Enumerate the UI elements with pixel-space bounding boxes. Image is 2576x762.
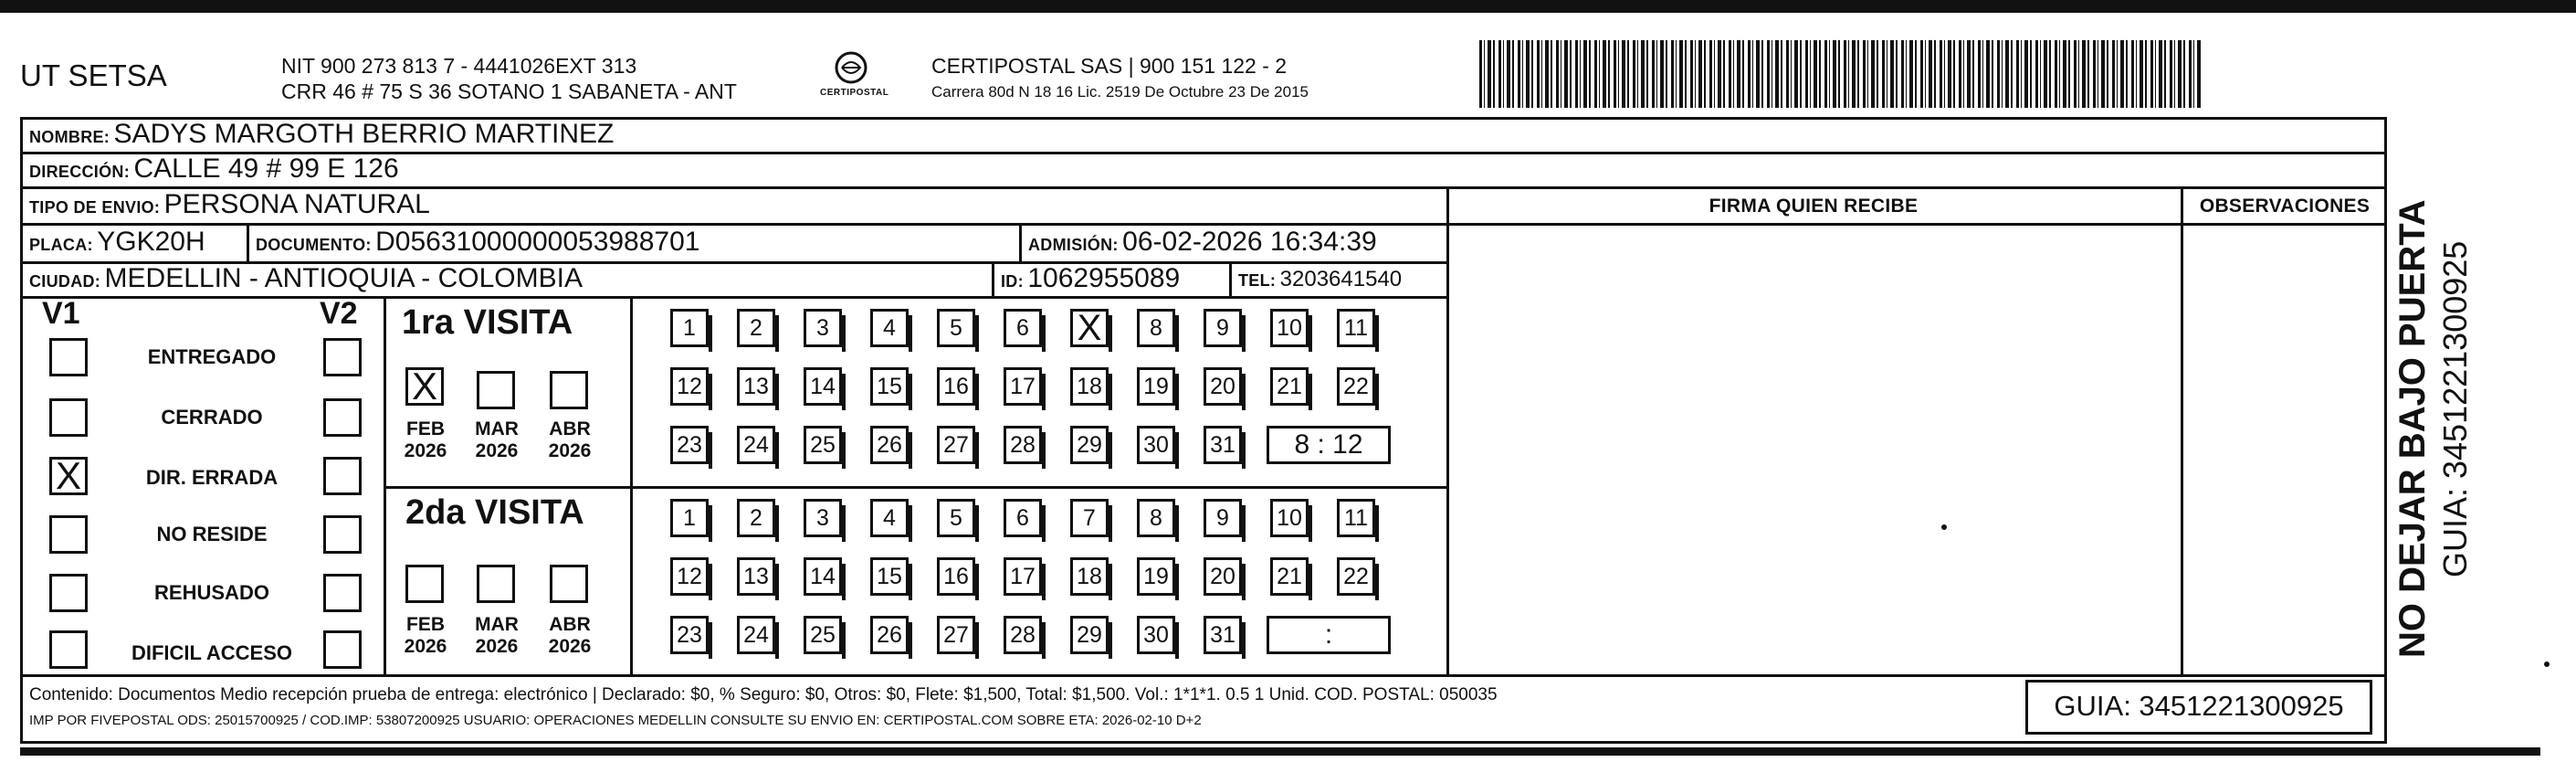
status-divider <box>384 296 386 674</box>
documento-value: D05631000000053988701 <box>375 227 700 257</box>
direccion-value: CALLE 49 # 99 E 126 <box>133 153 399 184</box>
day-checkbox[interactable]: 30 <box>1137 616 1175 654</box>
day-checkbox[interactable]: 15 <box>870 367 909 406</box>
day-checkbox[interactable]: 11 <box>1337 499 1375 537</box>
bottom-border-bar <box>20 747 2540 756</box>
day-checkbox[interactable]: 3 <box>804 309 842 347</box>
observaciones-label: OBSERVACIONES <box>2199 196 2371 217</box>
v1-label: V1 <box>42 296 80 331</box>
month-label: MAR 2026 <box>475 614 519 657</box>
day-checkbox[interactable]: 8 <box>1137 309 1175 347</box>
firma-label: FIRMA QUIEN RECIBE <box>1709 196 1919 217</box>
status-option: ENTREGADO <box>147 345 277 368</box>
nombre-row <box>29 119 614 150</box>
day-checkbox[interactable]: 3 <box>804 499 842 537</box>
day-checkbox[interactable]: 16 <box>937 367 975 406</box>
day-checkbox[interactable]: 23 <box>670 616 709 654</box>
documento-label: DOCUMENTO: <box>256 236 372 254</box>
v1-checkbox[interactable] <box>49 515 88 554</box>
license-line: Carrera 80d N 18 16 Lic. 2519 De Octubre 23 De 2015 <box>931 83 1309 101</box>
day-checkbox[interactable]: 2 <box>737 499 775 537</box>
day-checkbox[interactable]: 21 <box>1270 367 1309 406</box>
side-notice: NO DEJAR BAJO PUERTA <box>2392 199 2433 658</box>
documento-field <box>256 227 699 258</box>
direccion-label: DIRECCIÓN: <box>29 163 130 181</box>
v1-checkbox-checked[interactable]: X <box>49 457 88 495</box>
day-checkbox[interactable]: 31 <box>1204 616 1242 654</box>
tel-label: TEL: <box>1238 271 1277 290</box>
tel-value: 3203641540 <box>1279 267 1403 291</box>
day-checkbox[interactable]: 20 <box>1204 557 1242 596</box>
day-checkbox[interactable]: 8 <box>1137 499 1175 537</box>
day-checkbox[interactable]: 17 <box>1004 557 1042 596</box>
tipo-label: TIPO DE ENVIO: <box>29 198 161 217</box>
day-checkbox[interactable]: 18 <box>1070 557 1109 596</box>
day-checkbox[interactable]: 20 <box>1204 367 1242 406</box>
cell-divider <box>247 223 249 261</box>
guia-box-text: GUIA: 3451221300925 <box>2054 690 2344 722</box>
day-checkbox[interactable]: 27 <box>937 616 975 654</box>
day-checkbox[interactable]: 12 <box>670 367 709 406</box>
day-checkbox[interactable]: 13 <box>737 367 775 406</box>
id-value: 1062955089 <box>1027 263 1181 293</box>
day-checkbox[interactable]: 25 <box>804 616 842 654</box>
day-checkbox[interactable]: 22 <box>1337 557 1375 596</box>
day-checkbox[interactable]: 17 <box>1004 367 1042 406</box>
day-checkbox[interactable]: 24 <box>737 616 775 654</box>
day-checkbox[interactable]: 22 <box>1337 367 1375 406</box>
status-option: REHUSADO <box>154 581 269 604</box>
day-checkbox[interactable]: 19 <box>1137 557 1175 596</box>
day-checkbox[interactable]: 6 <box>1004 499 1042 537</box>
v1-checkbox[interactable] <box>49 630 88 669</box>
v2-label: V2 <box>320 296 358 331</box>
day-checkbox[interactable]: 31 <box>1204 426 1242 464</box>
tipo-row <box>29 189 430 220</box>
month-label: MAR 2026 <box>475 418 519 461</box>
id-field <box>1001 263 1180 294</box>
day-checkbox-checked[interactable]: X <box>1070 309 1109 347</box>
day-checkbox[interactable]: 6 <box>1004 309 1042 347</box>
day-checkbox[interactable]: 28 <box>1004 426 1042 464</box>
visit-time-field[interactable]: 8 : 12 <box>1267 426 1391 464</box>
v1-checkbox[interactable] <box>49 398 88 437</box>
signature-mid-border <box>2181 186 2183 674</box>
day-checkbox[interactable]: 1 <box>670 499 709 537</box>
v2-checkbox[interactable] <box>323 338 362 376</box>
second-visit-label: 2da VISITA <box>405 493 584 532</box>
day-checkbox[interactable]: 9 <box>1204 309 1242 347</box>
side-guia: GUIA: 3451221300925 <box>2436 240 2474 577</box>
footer-divider <box>20 674 2387 677</box>
month-label: ABR 2026 <box>548 418 592 461</box>
certipostal-logo-icon <box>833 49 869 86</box>
day-checkbox[interactable]: 1 <box>670 309 709 347</box>
day-checkbox[interactable]: 12 <box>670 557 709 596</box>
day-checkbox[interactable]: 4 <box>870 309 909 347</box>
cell-divider <box>1229 261 1232 296</box>
id-label: ID: <box>1001 272 1024 291</box>
status-option: CERRADO <box>161 406 263 429</box>
status-option: NO RESIDE <box>156 523 268 545</box>
first-visit-day-grid <box>670 309 1419 473</box>
day-checkbox[interactable]: 29 <box>1070 426 1109 464</box>
status-option: DIR. ERRADA <box>145 466 279 489</box>
visit-time-field[interactable]: : <box>1267 616 1391 654</box>
first-visit-month-checkbox[interactable] <box>477 371 515 409</box>
second-visit-day-grid <box>670 499 1419 663</box>
observaciones-area[interactable] <box>2184 225 2387 672</box>
cell-divider <box>992 261 994 296</box>
day-checkbox[interactable]: 19 <box>1137 367 1175 406</box>
second-visit-month-checkbox[interactable] <box>405 565 444 603</box>
visit-divider <box>630 296 633 674</box>
day-checkbox[interactable]: 14 <box>804 557 842 596</box>
cell-divider <box>1019 223 1022 261</box>
day-checkbox[interactable]: 27 <box>937 426 975 464</box>
contenido-line: Contenido: Documentos Medio recepción prueba de entrega: electrónico | Declarado: $0, % Seguro: $0, Otros: $0, Flete: $1,500, Total: $1,500. Vol.: 1*1*1. 0.5 1 Unid. COD. POSTAL: 050035 <box>29 685 1498 704</box>
admision-label: ADMISIÓN: <box>1028 236 1119 254</box>
placa-label: PLACA: <box>29 236 93 254</box>
day-checkbox[interactable]: 23 <box>670 426 709 464</box>
visit-divider <box>384 486 1446 489</box>
signature-area[interactable] <box>1448 225 2181 672</box>
day-checkbox[interactable]: 10 <box>1270 499 1309 537</box>
certipostal-line: CERTIPOSTAL SAS | 900 151 122 - 2 <box>931 54 1288 78</box>
v1-checkbox[interactable] <box>49 338 88 376</box>
placa-field <box>29 227 205 258</box>
day-checkbox[interactable]: 5 <box>937 309 975 347</box>
tel-field <box>1238 267 1402 292</box>
placa-value: YGK20H <box>97 227 205 257</box>
day-checkbox[interactable]: 2 <box>737 309 775 347</box>
first-visit-month-checkbox-checked[interactable]: X <box>405 367 444 406</box>
ciudad-field <box>29 263 583 294</box>
day-checkbox[interactable]: 9 <box>1204 499 1242 537</box>
admision-field <box>1028 227 1377 258</box>
nit-line: NIT 900 273 813 7 - 4441026EXT 313 <box>281 54 637 78</box>
v2-checkbox[interactable] <box>323 574 362 612</box>
direccion-row <box>29 153 399 185</box>
address-line: CRR 46 # 75 S 36 SOTANO 1 SABANETA - ANT <box>281 79 737 103</box>
nombre-label: NOMBRE: <box>29 128 110 146</box>
second-visit-month-checkbox[interactable] <box>477 565 515 603</box>
v2-checkbox[interactable] <box>323 398 362 437</box>
nombre-value: SADYS MARGOTH BERRIO MARTINEZ <box>113 119 615 149</box>
day-checkbox[interactable]: 18 <box>1070 367 1109 406</box>
imp-line: IMP POR FIVEPOSTAL ODS: 25015700925 / COD.IMP: 53807200925 USUARIO: OPERACIONES MEDELLIN CONSULTE SU ENVIO EN: CERTIPOSTAL.COM SOBRE ETA: 2026-02-10 D+2 <box>29 713 1202 728</box>
day-checkbox[interactable]: 11 <box>1337 309 1375 347</box>
v2-checkbox[interactable] <box>323 457 362 495</box>
day-checkbox[interactable]: 24 <box>737 426 775 464</box>
first-visit-label: 1ra VISITA <box>402 303 573 342</box>
day-checkbox[interactable]: 16 <box>937 557 975 596</box>
day-checkbox[interactable]: 5 <box>937 499 975 537</box>
status-option: DIFICIL ACCESO <box>131 641 292 664</box>
v2-checkbox[interactable] <box>323 515 362 554</box>
logo-caption: CERTIPOSTAL <box>820 88 889 98</box>
barcode <box>1479 40 2203 108</box>
second-visit-month-checkbox[interactable] <box>550 565 588 603</box>
day-checkbox[interactable]: 10 <box>1270 309 1309 347</box>
day-checkbox[interactable]: 29 <box>1070 616 1109 654</box>
v1-checkbox[interactable] <box>49 574 88 612</box>
row-divider <box>20 296 1448 299</box>
day-checkbox[interactable]: 28 <box>1004 616 1042 654</box>
month-label: FEB 2026 <box>404 418 447 461</box>
company-name: UT SETSA <box>20 58 167 92</box>
month-label: ABR 2026 <box>548 614 592 657</box>
v2-checkbox[interactable] <box>323 630 362 669</box>
day-checkbox[interactable]: 15 <box>870 557 909 596</box>
ciudad-value: MEDELLIN - ANTIOQUIA - COLOMBIA <box>104 263 583 293</box>
ciudad-label: CIUDAD: <box>29 272 101 291</box>
month-label: FEB 2026 <box>404 614 447 657</box>
day-checkbox[interactable]: 25 <box>804 426 842 464</box>
day-checkbox[interactable]: 26 <box>870 616 909 654</box>
day-checkbox[interactable]: 7 <box>1070 499 1109 537</box>
first-visit-month-checkbox[interactable] <box>550 371 588 409</box>
day-checkbox[interactable]: 21 <box>1270 557 1309 596</box>
ink-dot <box>1941 524 1947 530</box>
admision-value: 06-02-2026 16:34:39 <box>1122 227 1377 257</box>
ink-dot <box>2544 661 2550 667</box>
day-checkbox[interactable]: 13 <box>737 557 775 596</box>
top-border-bar <box>0 0 2576 13</box>
day-checkbox[interactable]: 14 <box>804 367 842 406</box>
day-checkbox[interactable]: 30 <box>1137 426 1175 464</box>
tipo-value: PERSONA NATURAL <box>163 189 430 219</box>
day-checkbox[interactable]: 4 <box>870 499 909 537</box>
day-checkbox[interactable]: 26 <box>870 426 909 464</box>
